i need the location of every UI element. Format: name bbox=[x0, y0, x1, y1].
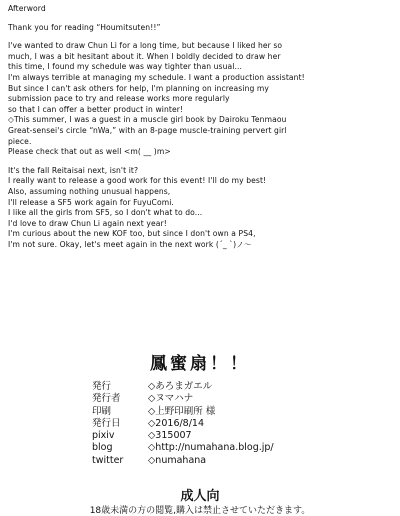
colophon-value: ◇http://numahana.blog.jp/ bbox=[148, 442, 274, 454]
colophon-row-pixiv bbox=[92, 430, 274, 442]
afterword-line: But since I can't ask others for help, I'm planning on increasing my bbox=[8, 83, 270, 93]
colophon-label: blog bbox=[92, 442, 113, 454]
colophon-value: ◇上野印刷所 様 bbox=[148, 405, 216, 417]
afterword-line: much, I was a bit hesitant about it. When I boldly decided to draw her bbox=[8, 51, 281, 61]
afterword-line: I've wanted to draw Chun Li for a long time, but because I liked her so bbox=[8, 41, 283, 51]
colophon-value: ◇ヌマハナ bbox=[148, 393, 194, 405]
afterword-paragraph-1 bbox=[8, 41, 396, 158]
colophon-row-date bbox=[92, 418, 274, 430]
afterword-line: Also, assuming nothing unusual happens, bbox=[8, 186, 171, 196]
afterword-line: Please check that out as well <m( __ )m> bbox=[8, 147, 171, 157]
afterword-line: ◇This summer, I was a guest in a muscle girl book by Dairoku Tenmaou bbox=[8, 115, 287, 125]
afterword-line: I'm not sure. Okay, let's meet again in the next work (´_ `)ノ～ bbox=[8, 239, 252, 249]
afterword-text bbox=[8, 4, 396, 250]
afterword-line: Great-sensei's circle “nWa,” with an 8-page muscle-training pervert girl bbox=[8, 125, 287, 135]
colophon-value: ◇あろまガエル bbox=[148, 381, 213, 392]
afterword-line: submission pace to try and release works more regularly bbox=[8, 94, 230, 104]
colophon-value: ◇numahana bbox=[148, 454, 207, 466]
colophon-row-twitter bbox=[92, 455, 274, 467]
adult-label: 成人向 bbox=[180, 489, 220, 504]
afterword-paragraph-2 bbox=[8, 166, 396, 251]
colophon-label: pixiv bbox=[92, 430, 115, 442]
colophon-row-blog bbox=[92, 442, 274, 454]
afterword-line: It's the fall Reitaisai next, isn't it? bbox=[8, 165, 139, 175]
colophon-row-circle bbox=[92, 381, 274, 393]
afterword-line: I'm curious about the new KOF too, but since I don't own a PS4, bbox=[8, 229, 256, 239]
afterword-line: I'm always terrible at managing my schedule. I want a production assistant! bbox=[8, 72, 305, 82]
book-title: 鳳蜜扇！！ bbox=[150, 354, 250, 374]
afterword-line: piece. bbox=[8, 136, 32, 146]
colophon-row-printer bbox=[92, 406, 274, 418]
colophon-label: 発行 bbox=[92, 381, 112, 392]
afterword-line: I like all the girls from SF5, so I don't what to do... bbox=[8, 208, 203, 218]
afterword-line: so that I can offer a better product in winter! bbox=[8, 104, 184, 114]
age-notice: 18歳未満の方の閲覧,購入は禁止させていただきます。 bbox=[89, 506, 311, 516]
afterword-line: I'll release a SF5 work again for FuyuComi. bbox=[8, 197, 174, 207]
colophon-value: ◇2016/8/14 bbox=[148, 417, 205, 429]
afterword-line: I really want to release a good work for this event! I'll do my best! bbox=[8, 176, 267, 186]
colophon-label: twitter bbox=[92, 454, 124, 466]
afterword-thanks: Thank you for reading “Houmitsuten!!” bbox=[8, 22, 161, 32]
afterword-heading: Afterword bbox=[8, 4, 46, 13]
colophon-label: 発行者 bbox=[92, 393, 121, 405]
afterword-line: this time, I found my schedule was way tighter than usual... bbox=[8, 62, 243, 72]
colophon-row-publisher bbox=[92, 393, 274, 405]
colophon-label: 発行日 bbox=[92, 417, 121, 429]
afterword-line: I'd love to draw Chun Li again next year! bbox=[8, 218, 167, 228]
colophon-value: ◇315007 bbox=[148, 430, 192, 442]
colophon bbox=[92, 381, 274, 467]
colophon-label: 印刷 bbox=[92, 405, 112, 417]
